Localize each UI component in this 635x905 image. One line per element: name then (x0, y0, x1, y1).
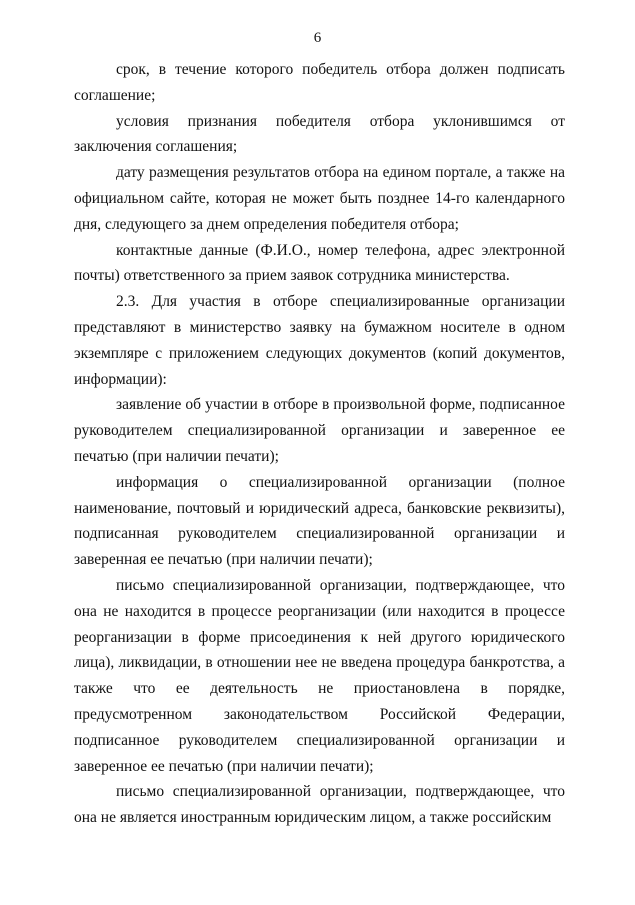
paragraph-signing-deadline: срок, в течение которого победитель отбора должен подписать соглашение; (74, 61, 565, 104)
paragraph-foreign-entity-letter: письмо специализированной организации, подтверждающее, что она не является иностранным юридическим лицом, а также российским (74, 783, 565, 827)
paragraph-section-2-3: 2.3. Для участия в отборе специализированные организации представляют в министерство заявку на бумажном носителе в одном экземпляре с приложением следующих документов (копий документов, информации): (74, 293, 565, 388)
page-number: 6 (313, 30, 322, 46)
paragraph-results-publication-date: дату размещения результатов отбора на едином портале, а также на официальном сайте, которая не может быть позднее 14-го календарного дня, следующего за днем определения победителя отбора; (74, 164, 565, 233)
paragraph-evasion-conditions: условия признания победителя отбора уклонившимся от заключения соглашения; (74, 112, 565, 156)
paragraph-application-statement: заявление об участии в отборе в произвольной форме, подписанное руководителем специализированной организации и заверенное ее печатью (при наличии печати); (74, 396, 565, 465)
paragraph-organization-info: информация о специализированной организации (полное наименование, почтовый и юридический адреса, банковские реквизиты), подписанная руководителем специализированной организации и заверенная ее печатью (при наличии печати); (74, 473, 565, 569)
paragraph-contact-details: контактные данные (Ф.И.О., номер телефона, адрес электронной почты) ответственного за прием заявок сотрудника министерства. (74, 241, 565, 285)
paragraph-reorganization-letter: письмо специализированной организации, подтверждающее, что она не находится в процессе реорганизации (или находится в процессе реорганизации в форме присоединения к ней другого юридического лица), ликвидации, в отношении нее не введена процедура банкротства, а также что ее деятельность не приостановлена в порядке, предусмотренном законодательством Российской Федерации, подписанное руководителем специализированной организации и заверенное ее печатью (при наличии печати); (74, 576, 565, 775)
document-body (74, 57, 565, 831)
